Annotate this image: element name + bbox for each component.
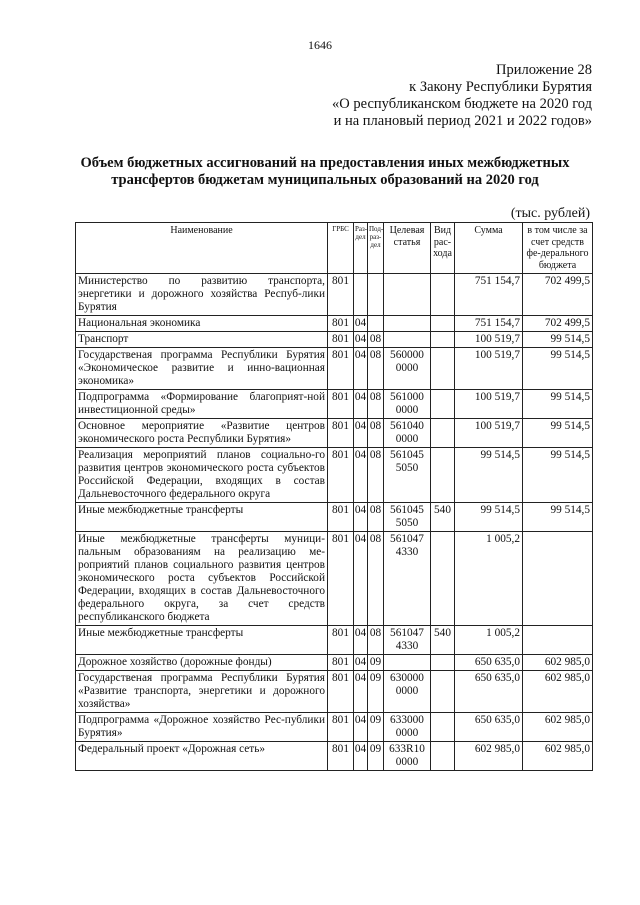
row-federal-cell: 702 499,5 (523, 316, 593, 332)
row-federal-cell: 99 514,5 (523, 419, 593, 448)
row-federal-cell: 99 514,5 (523, 332, 593, 348)
row-razdel-cell: 04 (354, 348, 368, 390)
row-target-cell: 561040 0000 (384, 419, 431, 448)
row-vid-cell: 540 (431, 503, 455, 532)
table-row (76, 448, 593, 503)
appendix-line: к Закону Республики Бурятия (409, 79, 592, 95)
row-razdel-cell: 04 (354, 332, 368, 348)
table-row (76, 742, 593, 771)
row-podrazdel-cell: 09 (368, 671, 384, 713)
row-vid-cell (431, 390, 455, 419)
table-row (76, 390, 593, 419)
row-target-cell: 633R10 0000 (384, 742, 431, 771)
row-federal-cell: 702 499,5 (523, 274, 593, 316)
row-name-cell: Транспорт (76, 332, 328, 348)
row-name-cell: Федеральный проект «Дорожная сеть» (76, 742, 328, 771)
row-podrazdel-cell (368, 274, 384, 316)
row-grbs-cell: 801 (328, 348, 354, 390)
row-target-cell (384, 655, 431, 671)
table-row (76, 419, 593, 448)
row-podrazdel-cell: 09 (368, 742, 384, 771)
row-vid-cell (431, 348, 455, 390)
row-podrazdel-cell: 08 (368, 626, 384, 655)
row-razdel-cell (354, 274, 368, 316)
table-row (76, 332, 593, 348)
table-row (76, 503, 593, 532)
row-target-cell: 561047 4330 (384, 532, 431, 626)
row-target-cell (384, 274, 431, 316)
row-target-cell: 561045 5050 (384, 503, 431, 532)
row-sum-cell: 100 519,7 (455, 332, 523, 348)
row-federal-cell: 99 514,5 (523, 503, 593, 532)
row-grbs-cell: 801 (328, 332, 354, 348)
row-name-cell: Государственая программа Республики Бурятия «Развитие транспорта, энергетики и дорожного хозяйства» (76, 671, 328, 713)
row-name-cell: Дорожное хозяйство (дорожные фонды) (76, 655, 328, 671)
row-federal-cell (523, 626, 593, 655)
row-grbs-cell: 801 (328, 626, 354, 655)
row-name-cell: Подпрограмма «Формирование благоприят-ной инвестиционной среды» (76, 390, 328, 419)
document-title (60, 155, 590, 189)
appendix-line: Приложение 28 (496, 62, 592, 78)
row-sum-cell: 650 635,0 (455, 671, 523, 713)
row-razdel-cell: 04 (354, 316, 368, 332)
row-razdel-cell: 04 (354, 532, 368, 626)
page-number: 1646 (308, 38, 332, 52)
row-name-cell: Иные межбюджетные трансферты (76, 626, 328, 655)
row-sum-cell: 100 519,7 (455, 390, 523, 419)
header-name: Наименование (76, 223, 328, 274)
row-grbs-cell: 801 (328, 503, 354, 532)
table-header-row (76, 223, 593, 274)
row-razdel-cell: 04 (354, 713, 368, 742)
table-body (76, 274, 593, 771)
row-grbs-cell: 801 (328, 316, 354, 332)
row-grbs-cell: 801 (328, 419, 354, 448)
row-federal-cell: 602 985,0 (523, 671, 593, 713)
row-target-cell (384, 332, 431, 348)
row-grbs-cell: 801 (328, 532, 354, 626)
table-row (76, 348, 593, 390)
row-vid-cell (431, 655, 455, 671)
row-grbs-cell: 801 (328, 671, 354, 713)
row-podrazdel-cell: 08 (368, 532, 384, 626)
row-grbs-cell: 801 (328, 390, 354, 419)
row-federal-cell: 602 985,0 (523, 742, 593, 771)
row-sum-cell: 1 005,2 (455, 626, 523, 655)
row-razdel-cell: 04 (354, 655, 368, 671)
row-grbs-cell: 801 (328, 655, 354, 671)
row-name-cell: Национальная экономика (76, 316, 328, 332)
table-row (76, 655, 593, 671)
row-name-cell: Иные межбюджетные трансферты (76, 503, 328, 532)
row-name-cell: Основное мероприятие «Развитие центров экономического роста Республики Бурятия» (76, 419, 328, 448)
header-target: Целевая статья (384, 223, 431, 274)
row-grbs-cell: 801 (328, 713, 354, 742)
row-vid-cell (431, 419, 455, 448)
row-podrazdel-cell: 09 (368, 713, 384, 742)
row-vid-cell (431, 274, 455, 316)
row-podrazdel-cell (368, 316, 384, 332)
table-row (76, 532, 593, 626)
row-vid-cell (431, 713, 455, 742)
row-podrazdel-cell: 08 (368, 419, 384, 448)
table-row (76, 274, 593, 316)
row-sum-cell: 650 635,0 (455, 655, 523, 671)
row-federal-cell (523, 532, 593, 626)
row-target-cell: 561000 0000 (384, 390, 431, 419)
row-sum-cell: 99 514,5 (455, 448, 523, 503)
table-row (76, 316, 593, 332)
header-razdel: Раз-дел (354, 223, 368, 274)
row-federal-cell: 602 985,0 (523, 713, 593, 742)
header-vid: Вид рас-хода (431, 223, 455, 274)
row-name-cell: Иные межбюджетные трансферты муници-пальным образованиям на реализацию ме-роприятий планов социального развития центров экономического роста субъектов Российской Федерации, входящих в состав Дальневосточного федерального округа, за счет средств республиканского бюджета (76, 532, 328, 626)
row-sum-cell: 650 635,0 (455, 713, 523, 742)
row-podrazdel-cell: 08 (368, 503, 384, 532)
row-target-cell: 630000 0000 (384, 671, 431, 713)
row-grbs-cell: 801 (328, 742, 354, 771)
row-sum-cell: 100 519,7 (455, 419, 523, 448)
row-vid-cell (431, 532, 455, 626)
row-federal-cell: 99 514,5 (523, 448, 593, 503)
row-razdel-cell: 04 (354, 390, 368, 419)
row-name-cell: Министерство по развитию транспорта, энергетики и дорожного хозяйства Респуб-лики Бурятия (76, 274, 328, 316)
header-sum: Сумма (455, 223, 523, 274)
row-razdel-cell: 04 (354, 448, 368, 503)
row-target-cell: 561045 5050 (384, 448, 431, 503)
header-podrazdel: Под-раз-дел (368, 223, 384, 274)
row-podrazdel-cell: 08 (368, 332, 384, 348)
row-razdel-cell: 04 (354, 626, 368, 655)
row-vid-cell (431, 448, 455, 503)
row-federal-cell: 602 985,0 (523, 655, 593, 671)
row-grbs-cell: 801 (328, 274, 354, 316)
row-sum-cell: 751 154,7 (455, 316, 523, 332)
header-grbs: ГРБС (328, 223, 354, 274)
row-sum-cell: 751 154,7 (455, 274, 523, 316)
row-razdel-cell: 04 (354, 742, 368, 771)
row-podrazdel-cell: 09 (368, 655, 384, 671)
appendix-line: и на плановый период 2021 и 2022 годов» (333, 113, 592, 129)
row-vid-cell: 540 (431, 626, 455, 655)
table-row (76, 713, 593, 742)
header-federal: в том числе за счет средств фе-дерального бюджета (523, 223, 593, 274)
row-target-cell: 560000 0000 (384, 348, 431, 390)
row-target-cell (384, 316, 431, 332)
row-podrazdel-cell: 08 (368, 348, 384, 390)
units-label: (тыс. рублей) (510, 206, 590, 221)
row-razdel-cell: 04 (354, 671, 368, 713)
row-grbs-cell: 801 (328, 448, 354, 503)
row-sum-cell: 602 985,0 (455, 742, 523, 771)
table-row (76, 626, 593, 655)
title-line: Объем бюджетных ассигнований на предоставления иных межбюджетных (80, 155, 570, 171)
row-sum-cell: 1 005,2 (455, 532, 523, 626)
row-podrazdel-cell: 08 (368, 448, 384, 503)
row-federal-cell: 99 514,5 (523, 390, 593, 419)
row-name-cell: Подпрограмма «Дорожное хозяйство Рес-публики Бурятия» (76, 713, 328, 742)
row-razdel-cell: 04 (354, 503, 368, 532)
title-line: трансфертов бюджетам муниципальных образований на 2020 год (111, 172, 539, 188)
row-vid-cell (431, 742, 455, 771)
row-vid-cell (431, 671, 455, 713)
row-razdel-cell: 04 (354, 419, 368, 448)
row-sum-cell: 100 519,7 (455, 348, 523, 390)
appendix-header (332, 62, 592, 130)
row-target-cell: 633000 0000 (384, 713, 431, 742)
row-podrazdel-cell: 08 (368, 390, 384, 419)
row-name-cell: Государственая программа Республики Бурятия «Экономическое развитие и инно-вационная экономика» (76, 348, 328, 390)
appendix-line: «О республиканском бюджете на 2020 год (332, 96, 592, 112)
budget-table (75, 222, 593, 771)
row-federal-cell: 99 514,5 (523, 348, 593, 390)
row-sum-cell: 99 514,5 (455, 503, 523, 532)
row-name-cell: Реализация мероприятий планов социально-го развития центров экономического роста субъектов Российской Федерации, входящих в состав Дальневосточного федерального округа (76, 448, 328, 503)
row-target-cell: 561047 4330 (384, 626, 431, 655)
table-row (76, 671, 593, 713)
row-vid-cell (431, 332, 455, 348)
row-vid-cell (431, 316, 455, 332)
